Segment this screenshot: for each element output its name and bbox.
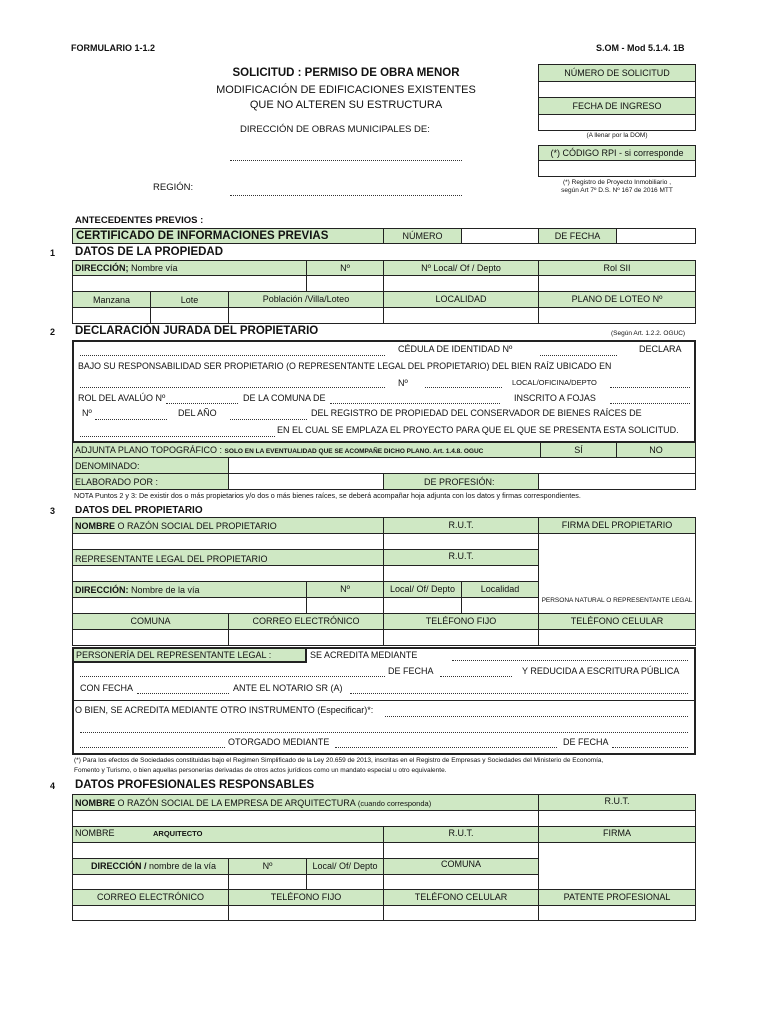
s3-telcel-field[interactable] bbox=[538, 629, 696, 646]
cip-numero-field[interactable] bbox=[461, 228, 539, 244]
antecedentes-label: ANTECEDENTES PREVIOS : bbox=[75, 215, 204, 226]
s4-local-label-cell bbox=[306, 858, 384, 875]
s2-ano-label: DEL AÑO bbox=[178, 408, 217, 418]
s3-de-fecha2-field[interactable] bbox=[612, 747, 688, 748]
s4-nombre-small: (cuando corresponda) bbox=[355, 799, 432, 808]
s3-rut-field[interactable] bbox=[383, 533, 539, 550]
s3-localidad-field[interactable] bbox=[461, 597, 539, 614]
s2-profesion-cell bbox=[383, 473, 539, 490]
s4-telcel-label: TELÉFONO CELULAR bbox=[414, 892, 508, 902]
section-2-number: 2 bbox=[50, 327, 56, 337]
s2-n-label: Nº bbox=[398, 378, 408, 388]
s3-nombre-label-cell bbox=[72, 517, 384, 534]
s1-direccion-bold: DIRECCIÓN; bbox=[75, 263, 129, 273]
s3-notario-field[interactable] bbox=[350, 693, 688, 694]
s1-direccion-text: Nombre vía bbox=[128, 263, 178, 273]
s3-nombre-field[interactable] bbox=[72, 533, 384, 550]
rpi-note-2: según Art 7º D.S. Nº 167 de 2016 MTT bbox=[561, 187, 673, 194]
s1-plano-field[interactable] bbox=[538, 307, 696, 324]
s1-lote-field[interactable] bbox=[150, 307, 229, 324]
s2-cedula-field[interactable] bbox=[540, 355, 617, 356]
s3-obien-field[interactable] bbox=[385, 716, 688, 717]
s4-empresa-field[interactable] bbox=[72, 810, 539, 827]
s1-local-label-cell bbox=[383, 260, 539, 276]
s2-bajo: BAJO SU RESPONSABILIDAD SER PROPIETARIO (O REPRESENTANTE LEGAL DEL PROPIETARIO) DEL BIEN RAÍZ UBICADO EN bbox=[78, 361, 612, 371]
s3-direccion-label-cell bbox=[72, 581, 307, 598]
s4-telcel-label-cell bbox=[383, 889, 539, 906]
s2-fojas-label: INSCRITO A FOJAS bbox=[514, 393, 596, 403]
s2-conservador-field[interactable] bbox=[80, 436, 275, 437]
s3-local-label: Local/ Of/ Depto bbox=[389, 584, 456, 594]
s4-firma-field[interactable] bbox=[538, 842, 696, 890]
s1-poblacion-label-cell bbox=[228, 291, 384, 308]
cip-label: CERTIFICADO DE INFORMACIONES PREVIAS bbox=[76, 230, 329, 242]
s3-footnote-2: Fomento y Turismo, o bien aquellas personerías derivadas de otros actos jurídicos como un mandato especial u otro equivalente. bbox=[74, 767, 447, 774]
s4-patente-label: PATENTE PROFESIONAL bbox=[563, 892, 671, 902]
s1-poblacion-label: Población /Villa/Loteo bbox=[262, 294, 350, 304]
s3-representante-label: REPRESENTANTE LEGAL DEL PROPIETARIO bbox=[75, 554, 268, 564]
s2-adjunta-note: SOLO EN LA EVENTUALIDAD QUE SE ACOMPAÑE DICHO PLANO. Art. 1.4.8. OGUC bbox=[224, 448, 484, 455]
s4-rut-label: R.U.T. bbox=[604, 796, 630, 806]
de-fecha-label: DE FECHA bbox=[554, 231, 601, 241]
s3-telfijo-label: TELÉFONO FIJO bbox=[425, 616, 497, 626]
s4-direccion-label-cell bbox=[72, 858, 229, 875]
s1-rol-field[interactable] bbox=[538, 275, 696, 292]
s4-nombre-bold: NOMBRE bbox=[75, 798, 115, 808]
s2-local-of-label: LOCAL/OFICINA/DEPTO bbox=[512, 378, 597, 387]
s1-poblacion-field[interactable] bbox=[228, 307, 384, 324]
s3-telcel-label-cell bbox=[538, 613, 696, 630]
s3-personeria-cell bbox=[72, 647, 307, 663]
s3-rut2-label-cell bbox=[383, 549, 539, 566]
personeria-divider bbox=[72, 700, 696, 701]
codigo-rpi-label: (*) CÓDIGO RPI - si corresponde bbox=[550, 148, 684, 158]
s2-elaborado-field[interactable] bbox=[228, 473, 384, 490]
s2-n2-field[interactable] bbox=[95, 419, 167, 420]
s4-arquitecto-field[interactable] bbox=[72, 842, 384, 859]
section-4-number: 4 bbox=[50, 781, 56, 791]
s3-acredita-field[interactable] bbox=[452, 660, 688, 661]
s3-nombre-label bbox=[75, 522, 277, 532]
s3-comuna-label: COMUNA bbox=[130, 616, 171, 626]
s3-telfijo-field[interactable] bbox=[383, 629, 539, 646]
s2-profesion-label: DE PROFESIÓN: bbox=[424, 477, 495, 487]
s1-lote-label: Lote bbox=[180, 295, 199, 305]
s4-local-label: Local/ Of/ Depto bbox=[312, 861, 378, 871]
s4-telfijo-field[interactable] bbox=[228, 905, 384, 921]
s4-telcel-field[interactable] bbox=[383, 905, 539, 921]
s3-rut-label-cell bbox=[383, 517, 539, 534]
s3-direccion-bold: DIRECCIÓN: bbox=[75, 585, 129, 595]
s3-representante-field[interactable] bbox=[72, 565, 384, 582]
s2-comuna-field[interactable] bbox=[330, 403, 500, 404]
s3-acredita-label: SE ACREDITA MEDIANTE bbox=[310, 650, 418, 660]
s2-nota: NOTA Puntos 2 y 3: De existir dos o más propietarios y/o dos o más bienes raíces, se deberá acompañar hoja adjunta con los datos y firmas correspondientes. bbox=[74, 491, 581, 500]
s2-cedula-label: CÉDULA DE IDENTIDAD Nº bbox=[398, 344, 513, 354]
s4-direccion-text: nombre de la vía bbox=[146, 861, 217, 871]
section-3-title: DATOS DEL PROPIETARIO bbox=[75, 505, 203, 516]
s4-arquitecto-label: ARQUITECTO bbox=[153, 829, 203, 838]
s2-adjunta-label bbox=[75, 446, 483, 456]
s4-nombre2-label: NOMBRE bbox=[75, 828, 115, 838]
s1-plano-label: PLANO DE LOTEO Nº bbox=[571, 294, 663, 304]
s4-correo-field[interactable] bbox=[72, 905, 229, 921]
de-fecha-label-cell bbox=[538, 228, 617, 244]
numero-solicitud-label: NÚMERO DE SOLICITUD bbox=[564, 68, 670, 78]
s4-nombre-text: O RAZÓN SOCIAL DE LA EMPRESA DE ARQUITECTURA bbox=[115, 798, 356, 808]
s3-direccion-label bbox=[75, 586, 200, 596]
s2-ubicado-field[interactable] bbox=[80, 387, 385, 388]
s4-nombre-label-cell bbox=[72, 794, 539, 811]
s3-footnote-1: (*) Para los efectos de Sociedades constituidas bajo el Regimen Simplificado de la Ley 20.659 de 2013, inscritas en el Registro de Empresas y Sociedades del Ministerio de Economía, bbox=[74, 757, 604, 764]
s3-n-label: Nº bbox=[340, 584, 350, 594]
s4-correo-label: CORREO ELECTRÓNICO bbox=[96, 892, 204, 902]
s1-n-field[interactable] bbox=[306, 275, 384, 292]
section-1-title: DATOS DE LA PROPIEDAD bbox=[75, 246, 224, 258]
form-title: SOLICITUD : PERMISO DE OBRA MENOR bbox=[232, 67, 460, 79]
s2-nombre-field[interactable] bbox=[80, 355, 385, 356]
s3-obien-label: O BIEN, SE ACREDITA MEDIANTE OTRO INSTRUMENTO (Especificar)*: bbox=[75, 705, 374, 715]
s3-rut-label: R.U.T. bbox=[448, 520, 474, 530]
s4-n-label-cell bbox=[228, 858, 307, 875]
s1-localidad-field[interactable] bbox=[383, 307, 539, 324]
codigo-rpi-field[interactable] bbox=[538, 160, 696, 177]
s3-localidad-label: Localidad bbox=[480, 584, 520, 594]
s2-si-cell[interactable] bbox=[540, 442, 617, 458]
s2-rol-avaluo-field[interactable] bbox=[166, 403, 238, 404]
s3-de-fecha-field[interactable] bbox=[440, 676, 512, 677]
s4-n-label: Nº bbox=[262, 861, 273, 871]
fecha-ingreso-label: FECHA DE INGRESO bbox=[572, 101, 662, 111]
s4-rut-label-cell bbox=[538, 794, 696, 811]
s2-denominado-field[interactable] bbox=[228, 457, 696, 474]
s2-adjunta-cell bbox=[72, 442, 541, 458]
s1-localidad-label: LOCALIDAD bbox=[435, 294, 487, 304]
s2-si-label: SÍ bbox=[574, 445, 583, 455]
s1-direccion-label-cell bbox=[72, 260, 307, 276]
numero-solicitud-label-cell bbox=[538, 64, 696, 82]
s4-patente-field[interactable] bbox=[538, 905, 696, 921]
s1-lote-label-cell bbox=[150, 291, 229, 308]
s1-n-label: Nº bbox=[340, 263, 350, 273]
s3-direccion-text: Nombre de la vía bbox=[128, 585, 200, 595]
s4-rut2-label-cell bbox=[383, 826, 539, 843]
s1-direccion-field[interactable] bbox=[72, 275, 307, 292]
s4-direccion-label bbox=[91, 862, 216, 872]
s4-rut-field[interactable] bbox=[538, 810, 696, 827]
s1-n-label-cell bbox=[306, 260, 384, 276]
s2-fojas-field[interactable] bbox=[610, 403, 690, 404]
section-1-number: 1 bbox=[50, 248, 56, 258]
section-4-title: DATOS PROFESIONALES RESPONSABLES bbox=[75, 779, 315, 791]
rpi-note-1: (*) Registro de Proyecto Inmobiliario , bbox=[562, 179, 671, 186]
numero-solicitud-field[interactable] bbox=[538, 81, 696, 98]
s3-correo-field[interactable] bbox=[228, 629, 384, 646]
s2-profesion-field[interactable] bbox=[538, 473, 696, 490]
s3-firma-label: FIRMA DEL PROPIETARIO bbox=[561, 520, 673, 530]
s2-denominado-cell bbox=[72, 457, 229, 474]
codigo-rpi-label-cell bbox=[538, 145, 696, 161]
s4-direccion-bold: DIRECCIÓN / bbox=[91, 861, 147, 871]
s1-plano-label-cell bbox=[538, 291, 696, 308]
s4-rut2-label: R.U.T. bbox=[448, 828, 474, 838]
numero-label-cell bbox=[383, 228, 462, 244]
s3-reducida-label: Y REDUCIDA A ESCRITURA PÚBLICA bbox=[522, 666, 680, 676]
s2-ano-field[interactable] bbox=[230, 419, 307, 420]
s3-otorgado-label: OTORGADO MEDIANTE bbox=[228, 737, 330, 747]
s3-con-fecha-label: CON FECHA bbox=[80, 683, 134, 693]
s2-denominado-label: DENOMINADO: bbox=[75, 461, 140, 471]
s3-telfijo-label-cell bbox=[383, 613, 539, 630]
s1-localidad-label-cell bbox=[383, 291, 539, 308]
s4-comuna-label: COMUNA bbox=[441, 859, 481, 869]
fecha-ingreso-field[interactable] bbox=[538, 114, 696, 131]
region-label: REGIÓN: bbox=[153, 182, 194, 193]
s3-telcel-label: TELÉFONO CELULAR bbox=[570, 616, 664, 626]
s3-representante-label-cell bbox=[72, 549, 384, 566]
s2-elaborado-cell bbox=[72, 473, 229, 490]
dom-field[interactable] bbox=[230, 160, 462, 161]
s3-con-fecha-field[interactable] bbox=[137, 693, 229, 694]
s1-manzana-label: Manzana bbox=[92, 295, 131, 305]
s3-acredita-field-2[interactable] bbox=[80, 676, 385, 677]
s3-rut2-field[interactable] bbox=[383, 565, 539, 582]
s2-no-cell[interactable] bbox=[616, 442, 696, 458]
numero-label: NÚMERO bbox=[402, 231, 443, 241]
s3-n-field[interactable] bbox=[306, 597, 384, 614]
s3-notario-label: ANTE EL NOTARIO SR (A) bbox=[233, 683, 343, 693]
s3-de-fecha2-label: DE FECHA bbox=[563, 737, 609, 747]
s3-de-fecha-label: DE FECHA bbox=[388, 666, 434, 676]
s3-firma-label-cell bbox=[538, 517, 696, 534]
cip-fecha-field[interactable] bbox=[616, 228, 696, 244]
s3-otorgado-field[interactable] bbox=[335, 747, 557, 748]
s1-rol-label-cell bbox=[538, 260, 696, 276]
section-3-number: 3 bbox=[50, 506, 56, 516]
s3-persona-label: PERSONA NATURAL O REPRESENTANTE LEGAL bbox=[541, 597, 693, 604]
s3-direccion-field[interactable] bbox=[72, 597, 307, 614]
s2-declara: DECLARA bbox=[639, 344, 682, 354]
s2-no-label: NO bbox=[649, 445, 663, 455]
s3-localidad-label-cell bbox=[461, 581, 539, 598]
s1-manzana-field[interactable] bbox=[72, 307, 151, 324]
s3-personeria-label: PERSONERÍA DEL REPRESENTANTE LEGAL : bbox=[76, 650, 272, 660]
s2-n-field[interactable] bbox=[425, 387, 502, 388]
s4-rut2-field[interactable] bbox=[383, 842, 539, 859]
s2-emplaza: EN EL CUAL SE EMPLAZA EL PROYECTO PARA QUE EL QUE SE PRESENTA ESTA SOLICITUD. bbox=[277, 425, 679, 435]
s3-n-label-cell bbox=[306, 581, 384, 598]
s2-local-of-field[interactable] bbox=[610, 387, 690, 388]
s4-telfijo-label-cell bbox=[228, 889, 384, 906]
s4-nombre-label bbox=[75, 799, 431, 809]
s2-ref: (Según Art. 1.2.2. OGUC) bbox=[611, 330, 686, 337]
s3-local-field[interactable] bbox=[383, 597, 462, 614]
s3-correo-label-cell bbox=[228, 613, 384, 630]
dom-label: DIRECCIÓN DE OBRAS MUNICIPALES DE: bbox=[240, 124, 430, 135]
s4-firma-label: FIRMA bbox=[603, 828, 631, 838]
s3-nombre-text: O RAZÓN SOCIAL DEL PROPIETARIO bbox=[115, 521, 277, 531]
mod-code: S.OM - Mod 5.1.4. 1B bbox=[596, 43, 685, 53]
form-code: FORMULARIO 1-1.2 bbox=[71, 43, 156, 53]
region-field[interactable] bbox=[230, 195, 462, 196]
llenar-dom-note: (A llenar por la DOM) bbox=[586, 132, 648, 139]
s4-nombre2-label-cell bbox=[72, 826, 384, 843]
section-2-title: DECLARACIÓN JURADA DEL PROPIETARIO bbox=[75, 325, 319, 337]
s3-rut2-label: R.U.T. bbox=[448, 551, 474, 561]
s1-manzana-label-cell bbox=[72, 291, 151, 308]
s3-firma-field[interactable] bbox=[538, 533, 696, 615]
s2-rol-avaluo-label: ROL DEL AVALÚO Nº bbox=[78, 393, 166, 403]
s4-firma-label-cell bbox=[538, 826, 696, 843]
s3-comuna-label-cell bbox=[72, 613, 229, 630]
cip-cell bbox=[72, 228, 384, 244]
s4-correo-label-cell bbox=[72, 889, 229, 906]
s2-elaborado-label: ELABORADO POR : bbox=[75, 477, 159, 487]
s2-adjunta-text: ADJUNTA PLANO TOPOGRÁFICO : bbox=[75, 445, 223, 455]
s4-patente-label-cell bbox=[538, 889, 696, 906]
s3-otorgado-pre-field[interactable] bbox=[80, 747, 225, 748]
s1-rol-label: Rol SII bbox=[603, 263, 631, 273]
s2-n2-label: Nº bbox=[82, 408, 92, 418]
s3-correo-label: CORREO ELECTRÓNICO bbox=[252, 616, 360, 626]
s3-local-label-cell bbox=[383, 581, 462, 598]
s1-local-label: Nº Local/ Of / Depto bbox=[421, 263, 501, 273]
s3-comuna-field[interactable] bbox=[72, 629, 229, 646]
s3-nombre-bold: NOMBRE bbox=[75, 521, 115, 531]
subtitle-2: QUE NO ALTEREN SU ESTRUCTURA bbox=[249, 99, 443, 111]
fecha-ingreso-label-cell bbox=[538, 97, 696, 115]
s2-comuna-label: DE LA COMUNA DE bbox=[243, 393, 326, 403]
subtitle-1: MODIFICACIÓN DE EDIFICACIONES EXISTENTES bbox=[216, 84, 476, 96]
s4-comuna-label-cell bbox=[383, 858, 539, 875]
s4-telfijo-label: TELÉFONO FIJO bbox=[270, 892, 342, 902]
s3-obien-field-2[interactable] bbox=[80, 732, 688, 733]
s2-registro-label: DEL REGISTRO DE PROPIEDAD DEL CONSERVADOR DE BIENES RAÍCES DE bbox=[311, 408, 642, 418]
s1-direccion-label bbox=[75, 264, 178, 274]
s1-local-field[interactable] bbox=[383, 275, 539, 292]
